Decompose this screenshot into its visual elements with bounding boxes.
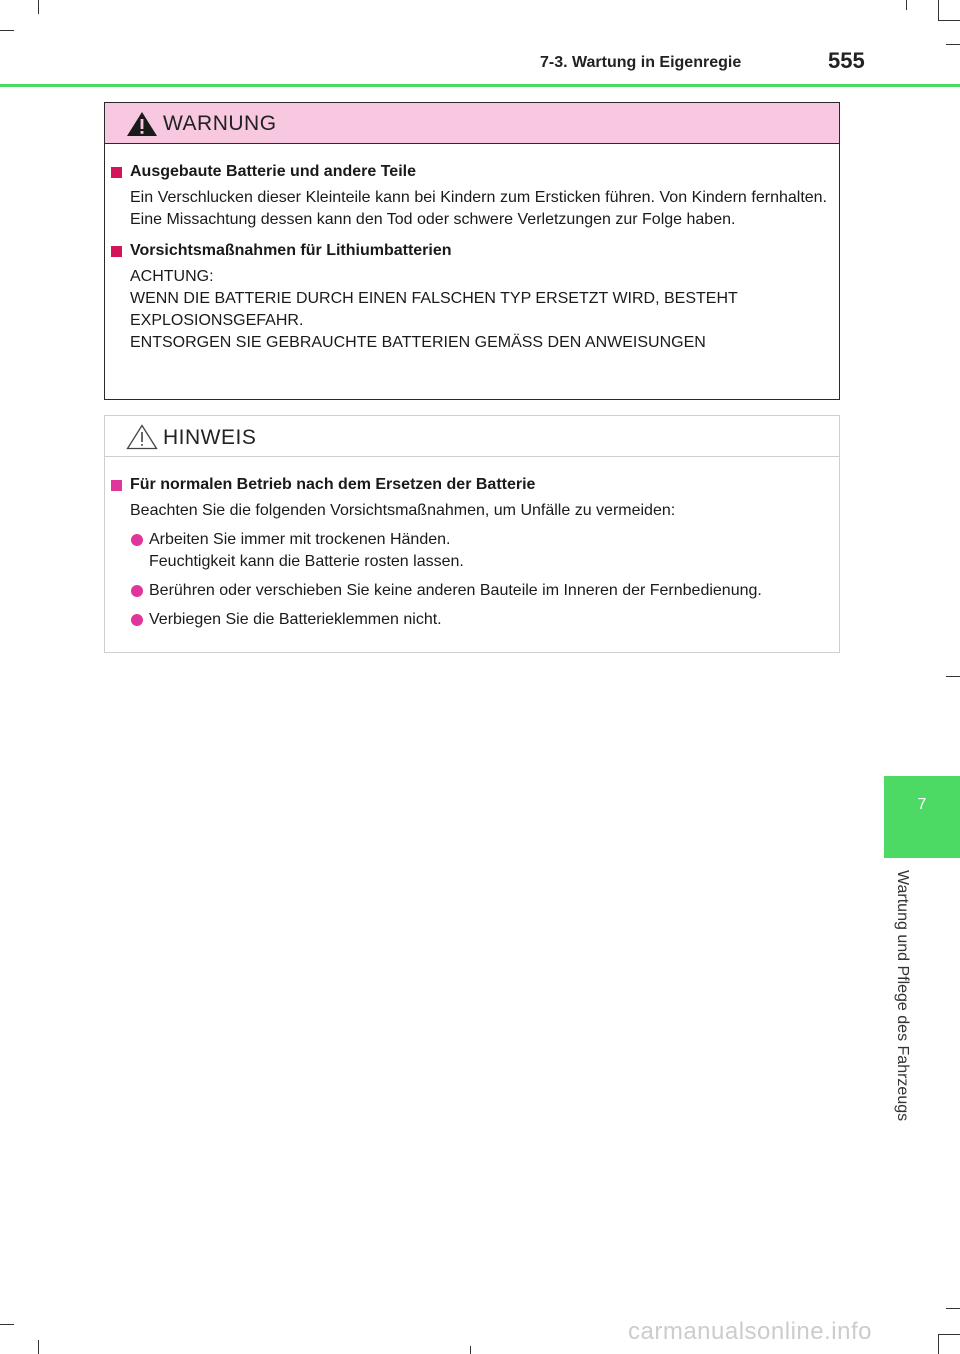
crop-mark — [946, 44, 960, 45]
list-item-text: Feuchtigkeit kann die Batterie rosten lassen. — [149, 553, 464, 570]
warning-title: WARNUNG — [163, 112, 277, 135]
warning-text-line: WENN DIE BATTERIE DURCH EINEN FALSCHEN TYP ERSETZT WIRD, BESTEHT — [130, 290, 738, 307]
notice-intro: Beachten Sie die folgenden Vorsichtsmaßnahmen, um Unfälle zu vermeiden: — [130, 502, 676, 519]
warning-section-title — [111, 242, 827, 260]
watermark: carmanualsonline.info — [628, 1318, 872, 1345]
notice-title: HINWEIS — [163, 426, 257, 449]
crop-mark — [938, 20, 960, 21]
chapter-number: 7 — [917, 796, 927, 813]
notice-triangle-icon — [125, 423, 159, 451]
crop-mark — [0, 30, 14, 31]
notice-section-title — [111, 476, 827, 494]
header-rule — [0, 84, 960, 87]
list-item — [131, 609, 827, 631]
notice-content — [105, 457, 839, 631]
warning-section-title — [111, 163, 827, 181]
warning-content — [105, 144, 839, 354]
crop-mark — [946, 1308, 960, 1309]
list-item — [131, 529, 827, 573]
notice-section-title-text: Für normalen Betrieb nach dem Ersetzen der Batterie — [130, 476, 536, 493]
list-item-text: Arbeiten Sie immer mit trockenen Händen. — [149, 531, 451, 548]
list-item-text: Berühren oder verschieben Sie keine anderen Bauteile im Inneren der Fernbedienung. — [149, 582, 762, 599]
crop-mark — [946, 676, 960, 677]
square-bullet-icon — [111, 167, 122, 178]
crop-mark — [938, 1334, 939, 1354]
crop-mark — [38, 1340, 39, 1354]
chapter-label: Wartung und Pflege des Fahrzeugs — [894, 870, 911, 1122]
notice-box — [104, 415, 840, 653]
crop-mark — [938, 1334, 960, 1335]
page-number: 555 — [828, 48, 865, 73]
circle-bullet-icon — [131, 534, 143, 546]
warning-text-line: ACHTUNG: — [130, 268, 214, 285]
warning-section-text: Ein Verschlucken dieser Kleinteile kann bei Kindern zum Ersticken führen. Von Kindern fernhalten. Eine Missachtung dessen kann den Tod oder schwere Verletzungen zur Folge haben. — [130, 189, 827, 228]
circle-bullet-icon — [131, 614, 143, 626]
warning-text-line: EXPLOSIONSGEFAHR. — [130, 312, 304, 329]
warning-section-title-text: Vorsichtsmaßnahmen für Lithiumbatterien — [130, 242, 452, 259]
crop-mark — [470, 1346, 471, 1354]
crop-mark — [906, 0, 907, 10]
list-item — [131, 580, 827, 602]
crop-mark — [0, 1324, 14, 1325]
square-bullet-icon — [111, 246, 122, 257]
crop-mark — [38, 0, 39, 14]
warning-text-line: ENTSORGEN SIE GEBRAUCHTE BATTERIEN GEMÄSS DEN ANWEISUNGEN — [130, 334, 706, 351]
warning-section-title-text: Ausgebaute Batterie und andere Teile — [130, 163, 416, 180]
crop-mark — [938, 0, 939, 20]
chapter-tab — [884, 776, 960, 858]
warning-triangle-icon — [125, 110, 159, 138]
list-item-text: Verbiegen Sie die Batterieklemmen nicht. — [149, 611, 442, 628]
warning-box — [104, 102, 840, 400]
section-title: 7-3. Wartung in Eigenregie — [540, 54, 742, 71]
square-bullet-icon — [111, 480, 122, 491]
notice-header — [105, 416, 839, 457]
circle-bullet-icon — [131, 585, 143, 597]
warning-header — [105, 103, 839, 144]
